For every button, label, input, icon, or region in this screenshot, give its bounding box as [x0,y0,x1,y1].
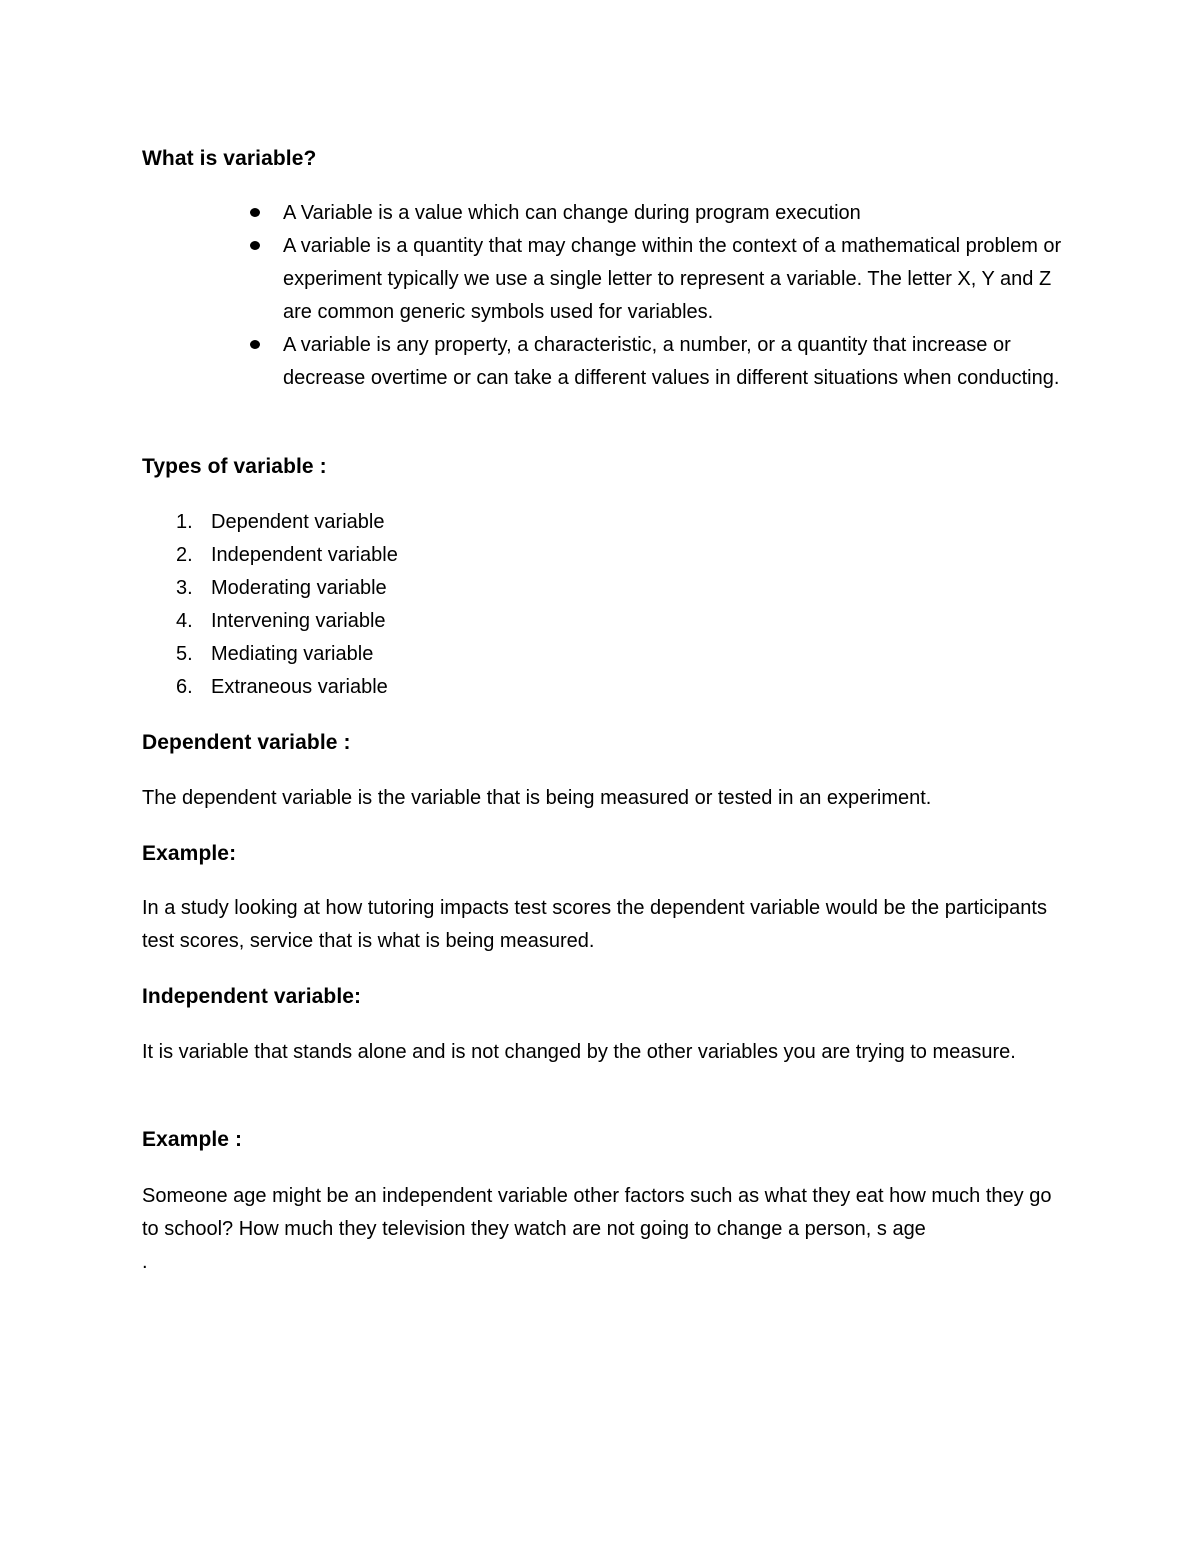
list-item [142,572,1072,605]
list-item-text: Mediating variable [211,643,374,665]
section-what-is-variable [142,145,1072,173]
list-number: 5. [176,643,193,665]
heading-example-1: Example: [142,842,237,865]
list-number: 2. [176,544,193,566]
heading-what-is-variable: What is variable? [142,147,317,170]
dependent-paragraph [142,782,1072,815]
section-example-2 [142,1126,1072,1154]
independent-paragraph [142,1036,1072,1069]
section-independent [142,983,1072,1011]
heading-example-2: Example : [142,1128,243,1151]
example-2-paragraph [142,1180,1072,1279]
list-item-text: Extraneous variable [211,676,388,698]
dependent-text: The dependent variable is the variable that is being measured or tested in an experiment. [142,787,932,809]
bullet-icon [250,340,260,349]
heading-types-of-variable: Types of variable : [142,455,327,478]
independent-text: It is variable that stands alone and is not changed by the other variables you are trying to measure. [142,1041,1016,1063]
numbered-list [142,506,1072,704]
section-example-1 [142,840,1072,868]
list-item [142,506,1072,539]
list-item [142,671,1072,704]
list-item-text: Independent variable [211,544,398,566]
list-item [142,539,1072,572]
section-types [142,453,1072,481]
bullet-icon [250,241,260,250]
example-1-text: In a study looking at how tutoring impacts test scores the dependent variable would be the participants test scores, service that is what is being measured. [142,897,1047,952]
bullet-text: A variable is a quantity that may change within the context of a mathematical problem or experiment typically we use a single letter to represent a variable. The letter X, Y and Z are common generic symbols used for variables. [283,235,1062,323]
example-1-paragraph [142,892,1072,958]
list-item-text: Moderating variable [211,577,387,599]
list-item-text: Intervening variable [211,610,386,632]
bullet-list [142,197,1072,395]
bullet-item [142,230,1072,329]
list-number: 6. [176,676,193,698]
list-number: 4. [176,610,193,632]
heading-dependent-variable: Dependent variable : [142,731,351,754]
section-dependent [142,729,1072,757]
list-item [142,638,1072,671]
list-item-text: Dependent variable [211,511,385,533]
bullet-item [142,197,1072,230]
example-2-text: Someone age might be an independent variable other factors such as what they eat how much they go to school? How much they television they watch are not going to change a person, s age [142,1185,1052,1240]
bullet-item [142,329,1072,395]
example-2-trailing: . [142,1251,148,1273]
bullet-icon [250,208,260,217]
list-number: 1. [176,511,193,533]
list-item [142,605,1072,638]
bullet-text: A Variable is a value which can change during program execution [283,202,861,224]
list-number: 3. [176,577,193,599]
bullet-text: A variable is any property, a characteristic, a number, or a quantity that increase or decrease overtime or can take a different values in different situations when conducting. [283,334,1060,389]
heading-independent-variable: Independent variable: [142,985,362,1008]
